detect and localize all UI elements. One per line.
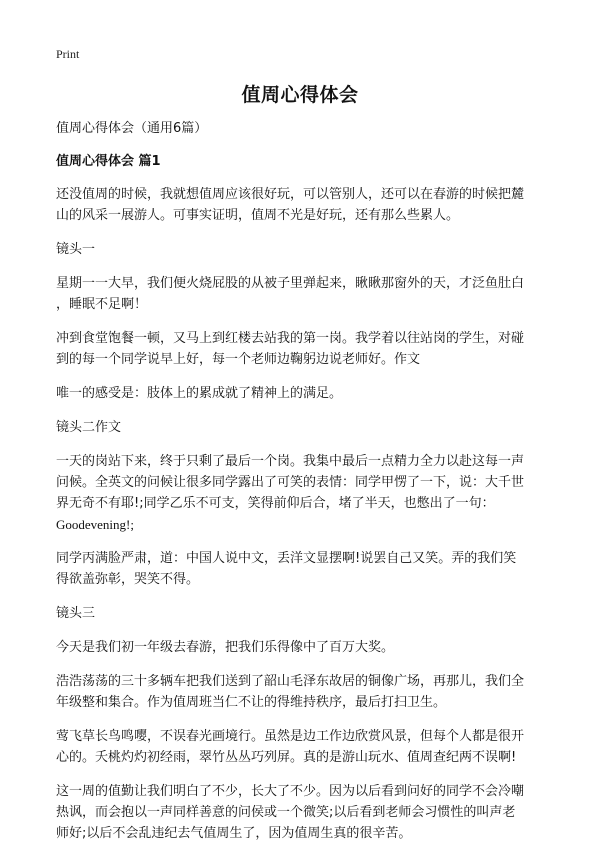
text-line: 浩浩荡荡的三十多辆车把我们送到了韶山毛泽东故居的铜像广场，再那儿，我们全 <box>56 674 525 689</box>
paragraph <box>56 328 544 370</box>
paragraph <box>56 548 544 590</box>
text-line: 同学丙满脸严肃，道：中国人说中文，丢洋文显摆啊!说罢自己又笑。弄的我们笑 <box>56 551 517 566</box>
text-line: 镜头三 <box>56 606 96 621</box>
text-line: 还没值周的时候，我就想值周应该很好玩，可以管别人，还可以在春游的时候把麓 <box>56 187 525 202</box>
text-line: 星期一一大早，我们便火烧屁股的从被子里弹起来，瞅瞅那窗外的天，才泛鱼肚白 <box>56 276 525 291</box>
paragraph <box>56 637 544 658</box>
print-link[interactable]: Print <box>56 47 80 61</box>
paragraph <box>56 273 544 315</box>
text-line: 今天是我们初一年级去春游，把我们乐得像中了百万大奖。 <box>56 640 395 655</box>
text-line: 这一周的值勤让我们明白了不少，长大了不少。因为以后看到问好的同学不会冷嘲 <box>56 784 525 799</box>
paragraph <box>56 726 544 768</box>
text-line: 界无奇不有耶!;同学乙乐不可支，笑得前仰后合，堵了半天，也憋出了一句： <box>56 496 495 511</box>
paragraph <box>56 451 544 535</box>
text-line: 年级整和集合。作为值周班当仁不让的得维持秩序，最后打扫卫生。 <box>56 695 447 710</box>
text-line: 心的。夭桃灼灼初经雨，翠竹丛丛巧列屏。真的是游山玩水、值周查纪两不误啊! <box>56 750 517 765</box>
section-heading <box>56 417 544 438</box>
document-subtitle: 值周心得体会（通用6篇） <box>56 121 208 136</box>
page-title: 值周心得体会 <box>241 84 359 106</box>
section-title: 值周心得体会 篇1 <box>56 154 161 169</box>
text-line: 镜头二作文 <box>56 420 122 435</box>
paragraph <box>56 671 544 713</box>
text-line: 唯一的感受是：肢体上的累成就了精神上的满足。 <box>56 386 343 401</box>
text-line: ，睡眠不足啊！ <box>56 297 148 312</box>
paragraph <box>56 184 544 226</box>
text-line: 莺飞草长鸟鸣嘤，不误春光画境行。虽然是边工作边欣赏风景，但每个人都是很开 <box>56 729 525 744</box>
text-line: 问候。全英文的问候让很多同学露出了可笑的表情：同学甲愣了一下，说：大千世 <box>56 475 525 490</box>
paragraph <box>56 383 544 404</box>
text-line: 得欲盖弥彰，哭笑不得。 <box>56 572 200 587</box>
text-line: Goodevening!; <box>56 517 134 532</box>
document-body <box>56 118 544 857</box>
text-line: 一天的岗站下来，终于只剩了最后一个岗。我集中最后一点精力全力以赴这每一声 <box>56 454 525 469</box>
section-heading <box>56 239 544 260</box>
paragraph-list <box>56 184 544 844</box>
text-line: 镜头一 <box>56 242 96 257</box>
text-line: 热讽，而会抱以一声同样善意的问侯或一个微笑;以后看到老师会习惯性的叫声老 <box>56 805 516 820</box>
text-line: 山的风采一展游人。可事实证明，值周不光是好玩，还有那么些累人。 <box>56 208 460 223</box>
section-heading <box>56 603 544 624</box>
text-line: 到的每一个同学说早上好，每一个老师边鞠躬边说老师好。作文 <box>56 352 421 367</box>
text-line: 冲到食堂饱餐一顿，又马上到红楼去站我的第一岗。我学着以往站岗的学生，对碰 <box>56 331 525 346</box>
text-line: 师好;以后不会乱违纪去气值周生了，因为值周生真的很辛苦。 <box>56 826 412 841</box>
paragraph <box>56 781 544 844</box>
